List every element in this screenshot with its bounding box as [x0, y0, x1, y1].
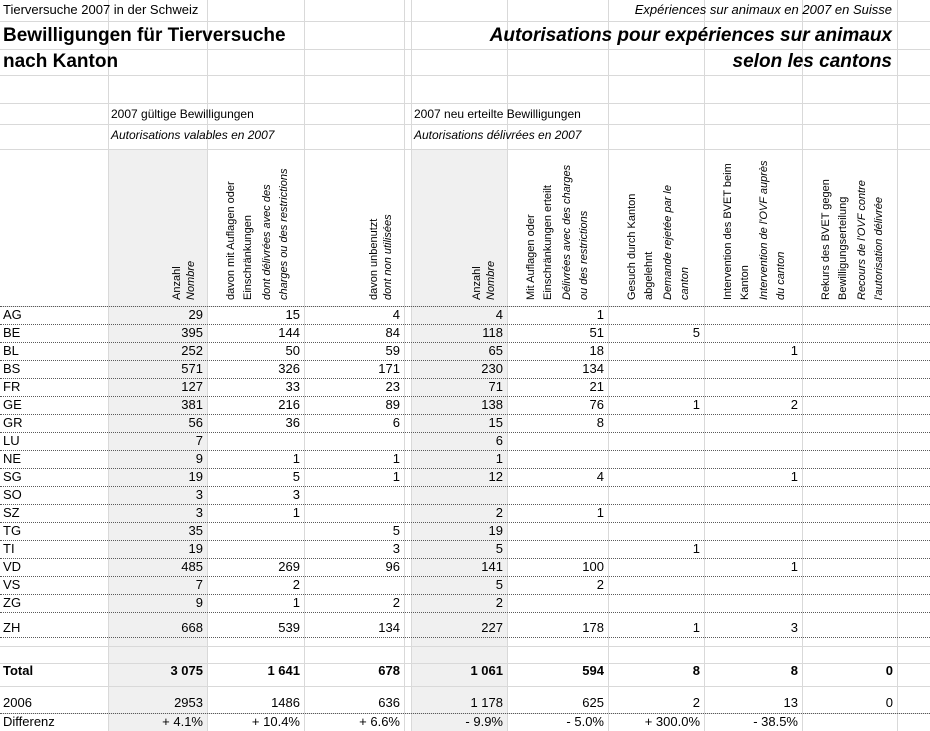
table-row-value: 1: [292, 451, 300, 466]
group-new-de: 2007 neu erteilte Bewilligungen: [414, 107, 581, 121]
grid-hline: [0, 103, 930, 104]
table-row-value: 381: [181, 397, 203, 412]
table-row-value: 2: [292, 577, 300, 592]
table-row-value: 56: [188, 415, 203, 430]
table-row-label: SZ: [3, 505, 20, 520]
table-row-value: 100: [582, 559, 604, 574]
table-row-value: 1: [392, 469, 400, 484]
grid-hline: [0, 124, 930, 125]
table-row-value: 4: [596, 469, 604, 484]
table-row-value: 1: [495, 451, 503, 466]
difference-row-label: Differenz: [3, 714, 55, 729]
table-row-value: 33: [285, 379, 300, 394]
table-row-value: 6: [392, 415, 400, 430]
total-row-value: 8: [692, 663, 700, 678]
grid-hline: [0, 75, 930, 76]
prev-year-row-value: 625: [582, 695, 604, 710]
table-row-value: 35: [188, 523, 203, 538]
total-row-value: 1 641: [267, 663, 300, 678]
column-header-fr: dont non utilisées: [382, 214, 394, 300]
table-row-label: TG: [3, 523, 22, 538]
table-row-value: 326: [278, 361, 300, 376]
table-row-value: 668: [181, 620, 203, 635]
column-header-de: Einschränkungen erteilt: [542, 185, 554, 300]
table-row-value: 1: [692, 397, 700, 412]
table-row-value: 141: [481, 559, 503, 574]
column-header-de: Intervention des BVET beim: [722, 163, 734, 300]
table-row-value: 230: [481, 361, 503, 376]
table-row-value: 1: [790, 559, 798, 574]
header-fr-title-1: Autorisations pour expériences sur animaux: [489, 25, 892, 46]
table-row-value: 65: [488, 343, 503, 358]
difference-row-value: + 4.1%: [162, 714, 203, 729]
column-header-fr: Délivrées avec des charges: [561, 164, 573, 300]
column-header-de: Einschränkungen: [242, 214, 254, 300]
table-row-label: BL: [3, 343, 19, 358]
table-row-value: 4: [392, 307, 400, 322]
table-row-value: 1: [790, 343, 798, 358]
column-header-de: Kanton: [739, 265, 751, 300]
prev-year-row-value: 636: [378, 695, 400, 710]
table-row-value: 1: [292, 595, 300, 610]
table-row-value: 1: [790, 469, 798, 484]
table-row-label: SG: [3, 469, 22, 484]
table-row-value: 1: [692, 541, 700, 556]
table-row-value: 71: [488, 379, 503, 394]
grid-hline: [0, 686, 930, 687]
table-row-label: BS: [3, 361, 21, 376]
table-row-value: 84: [385, 325, 400, 340]
table-row-label: TI: [3, 541, 15, 556]
table-row-value: 8: [596, 415, 604, 430]
prev-year-row-value: 2: [692, 695, 700, 710]
column-header-fr: ou des restrictions: [578, 210, 590, 300]
difference-row-value: + 6.6%: [359, 714, 400, 729]
table-row-value: 3: [195, 505, 203, 520]
table-row-value: 7: [195, 577, 203, 592]
table-row-value: 12: [488, 469, 503, 484]
total-row-value: 1 061: [470, 663, 503, 678]
table-row-label: NE: [3, 451, 22, 466]
column-header-de: Rekurs des BVET gegen: [820, 179, 832, 300]
table-row-value: 1: [292, 505, 300, 520]
table-row-value: 5: [495, 577, 503, 592]
table-row-value: 134: [582, 361, 604, 376]
total-row-value: 8: [790, 663, 798, 678]
total-row-value: 3 075: [170, 663, 203, 678]
row-separator: [0, 612, 930, 613]
header-de-small: Tierversuche 2007 in der Schweiz: [3, 2, 199, 17]
prev-year-row-label: 2006: [3, 695, 32, 710]
table-row-value: 59: [385, 343, 400, 358]
table-row-value: 21: [589, 379, 604, 394]
group-valid-de: 2007 gültige Bewilligungen: [111, 107, 254, 121]
column-header-fr: canton: [679, 266, 691, 300]
table-row-label: ZH: [3, 620, 21, 635]
table-row-value: 252: [181, 343, 203, 358]
table-row-value: 395: [181, 325, 203, 340]
table-row-value: 76: [589, 397, 604, 412]
group-new-fr: Autorisations délivrées en 2007: [414, 128, 582, 142]
difference-row-value: - 38.5%: [753, 714, 798, 729]
table-row-label: FR: [3, 379, 21, 394]
column-header-fr: dont délivrées avec des: [261, 184, 273, 300]
table-row-value: 118: [482, 325, 503, 340]
difference-row-value: + 10.4%: [251, 714, 300, 729]
column-header-de: Bewilligungserteilung: [837, 196, 849, 300]
table-row-value: 36: [285, 415, 300, 430]
table-row-value: 138: [481, 397, 503, 412]
table-row-value: 216: [278, 397, 300, 412]
column-header-de: Mit Auflagen oder: [525, 214, 537, 300]
header-de-title-1: Bewilligungen für Tierversuche: [3, 25, 286, 46]
prev-year-row-value: 1486: [271, 695, 300, 710]
header-de-title-2: nach Kanton: [3, 51, 119, 72]
table-row-value: 2: [495, 595, 503, 610]
column-header-de: abgelehnt: [643, 251, 655, 300]
table-row-value: 178: [582, 620, 604, 635]
column-header-fr: charges ou des restrictions: [278, 168, 290, 300]
table-row-value: 3: [392, 541, 400, 556]
table-row-value: 127: [181, 379, 203, 394]
column-header-fr: l'autorisation délivrée: [873, 197, 885, 300]
table-row-value: 2: [495, 505, 503, 520]
difference-row-value: - 9.9%: [465, 714, 503, 729]
total-row-value: 678: [378, 663, 400, 678]
column-header-de: Gesuch durch Kanton: [626, 193, 638, 300]
column-header-de: davon mit Auflagen oder: [225, 181, 237, 300]
table-row-value: 227: [481, 620, 503, 635]
grid-hline: [0, 149, 930, 150]
table-row-value: 51: [589, 325, 604, 340]
column-header-de: Anzahl: [471, 266, 483, 300]
table-row-value: 5: [392, 523, 400, 538]
grid-vline: [897, 0, 898, 731]
table-row-value: 2: [790, 397, 798, 412]
table-row-value: 485: [181, 559, 203, 574]
table-row-value: 3: [195, 487, 203, 502]
table-row-label: GE: [3, 397, 22, 412]
table-row-value: 1: [692, 620, 700, 635]
table-row-value: 2: [596, 577, 604, 592]
table-row-label: AG: [3, 307, 22, 322]
difference-row-value: - 5.0%: [566, 714, 604, 729]
prev-year-row-value: 0: [885, 695, 893, 710]
table-row-value: 18: [589, 343, 604, 358]
total-row-value: 0: [885, 663, 893, 678]
table-row-value: 171: [378, 361, 400, 376]
table-row-value: 6: [495, 433, 503, 448]
table-row-value: 2: [392, 595, 400, 610]
table-row-value: 96: [385, 559, 400, 574]
table-row-value: 269: [278, 559, 300, 574]
prev-year-row-value: 13: [783, 695, 798, 710]
table-row-value: 19: [488, 523, 503, 538]
table-row-value: 134: [378, 620, 400, 635]
table-row-value: 29: [188, 307, 203, 322]
grid-vline: [404, 0, 405, 731]
total-row-label: Total: [3, 663, 34, 678]
table-row-label: BE: [3, 325, 21, 340]
table-row-value: 15: [488, 415, 503, 430]
column-header-fr: Intervention de l'OVF auprès: [758, 160, 770, 300]
table-row-label: VS: [3, 577, 21, 592]
table-row-value: 9: [195, 451, 203, 466]
column-header-fr: du canton: [775, 251, 787, 300]
table-row-label: ZG: [3, 595, 22, 610]
table-row-value: 7: [195, 433, 203, 448]
column-header-fr: Nombre: [485, 260, 497, 300]
group-valid-fr: Autorisations valables en 2007: [111, 128, 275, 142]
table-row-label: VD: [3, 559, 22, 574]
table-row-value: 571: [181, 361, 203, 376]
total-row-value: 594: [582, 663, 604, 678]
header-fr-title-2: selon les cantons: [732, 51, 892, 72]
table-row-value: 1: [596, 505, 604, 520]
table-row-value: 3: [292, 487, 300, 502]
table-row-value: 23: [385, 379, 400, 394]
grid-hline: [0, 21, 930, 22]
table-row-value: 1: [596, 307, 604, 322]
table-row-value: 15: [285, 307, 300, 322]
table-row-value: 3: [790, 620, 798, 635]
grid-vline: [802, 0, 803, 731]
grid-hline: [0, 646, 930, 647]
column-header-fr: Nombre: [185, 260, 197, 300]
table-row-value: 5: [495, 541, 503, 556]
table-row-label: SO: [3, 487, 22, 502]
table-row-value: 19: [188, 541, 203, 556]
table-row-value: 1: [392, 451, 400, 466]
row-separator: [0, 637, 930, 638]
column-header-de: Anzahl: [171, 266, 183, 300]
table-row-value: 50: [285, 343, 300, 358]
column-header-fr: Demande rejetée par le: [662, 185, 674, 300]
table-row-value: 4: [495, 307, 503, 322]
table-row-value: 539: [278, 620, 300, 635]
prev-year-row-value: 2953: [174, 695, 203, 710]
table-row-value: 9: [195, 595, 203, 610]
header-fr-small: Expériences sur animaux en 2007 en Suisse: [634, 2, 892, 17]
table-row-label: LU: [3, 433, 20, 448]
column-header-fr: Recours de l'OVF contre: [856, 180, 868, 300]
prev-year-row-value: 1 178: [470, 695, 503, 710]
table-row-value: 89: [385, 397, 400, 412]
table-row-value: 5: [292, 469, 300, 484]
table-row-label: GR: [3, 415, 23, 430]
column-header-de: davon unbenutzt: [368, 218, 380, 300]
table-row-value: 19: [188, 469, 203, 484]
difference-row-value: + 300.0%: [644, 714, 700, 729]
table-row-value: 5: [692, 325, 700, 340]
table-row-value: 144: [278, 325, 300, 340]
